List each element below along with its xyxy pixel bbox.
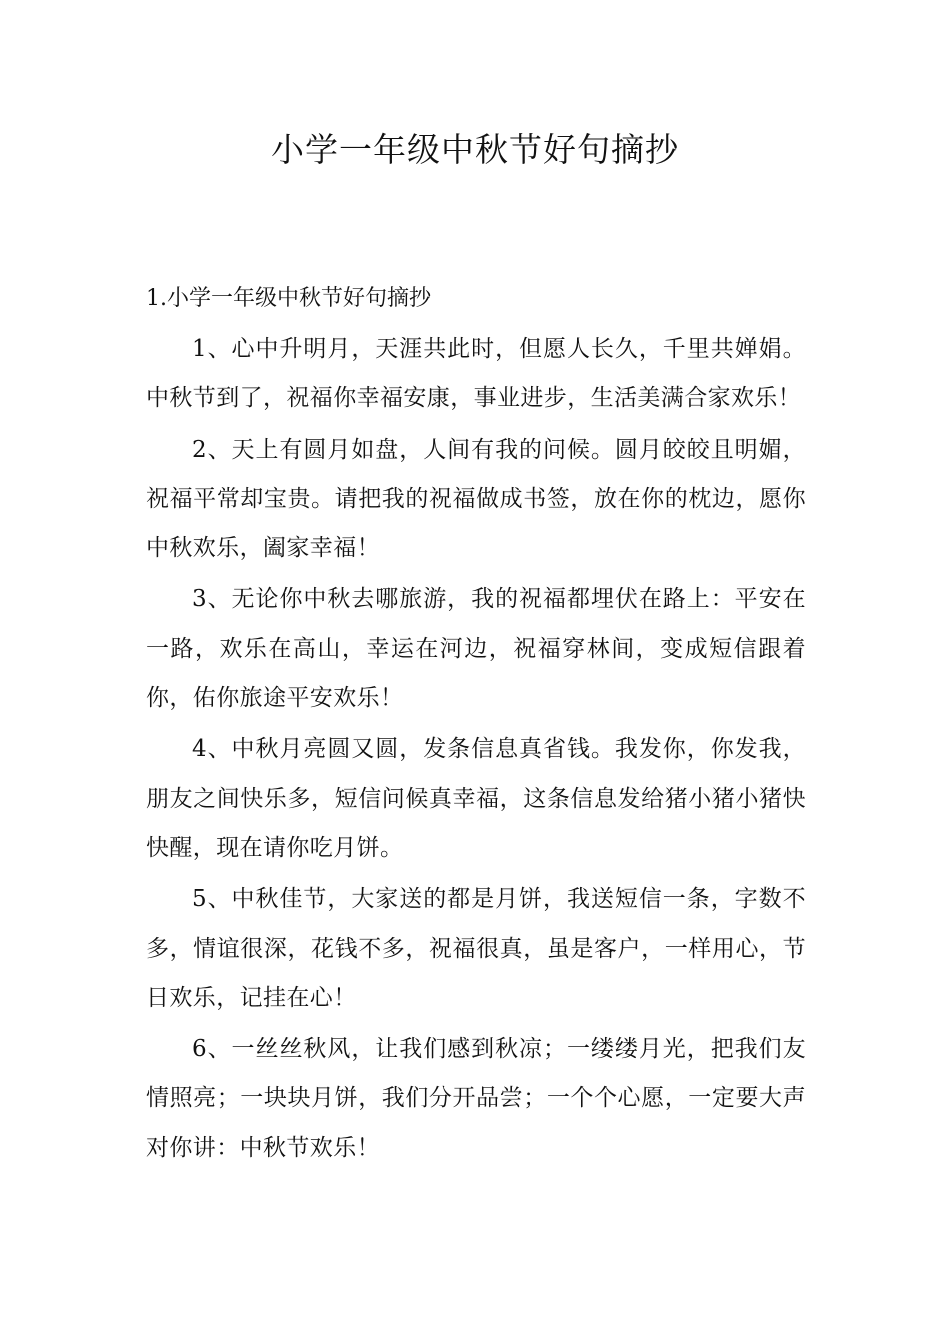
document-title: 小学一年级中秋节好句摘抄 (271, 130, 679, 169)
paragraph-1: 1、心中升明月，天涯共此时，但愿人长久，千里共婵娟。中秋节到了，祝福你幸福安康，事业进步，生活美满合家欢乐！ (146, 336, 806, 412)
document-body (146, 279, 806, 1175)
paragraph-5: 5、中秋佳节，大家送的都是月饼，我送短信一条，字数不多，情谊很深，花钱不多，祝福很真，虽是客户，一样用心，节日欢乐，记挂在心！ (146, 886, 806, 1011)
paragraph-6: 6、一丝丝秋风，让我们感到秋凉；一缕缕月光，把我们友情照亮；一块块月饼，我们分开品尝；一个个心愿，一定要大声对你讲：中秋节欢乐！ (146, 1036, 806, 1161)
section-heading: 1.小学一年级中秋节好句摘抄 (146, 286, 431, 311)
paragraph-4: 4、中秋月亮圆又圆，发条信息真省钱。我发你，你发我，朋友之间快乐多，短信问候真幸福，这条信息发给猪小猪小猪快快醒，现在请你吃月饼。 (146, 736, 806, 861)
paragraph-3: 3、无论你中秋去哪旅游，我的祝福都埋伏在路上：平安在一路，欢乐在高山，幸运在河边，祝福穿林间，变成短信跟着你，佑你旅途平安欢乐！ (146, 586, 806, 712)
paragraph-2: 2、天上有圆月如盘，人间有我的问候。圆月皎皎且明媚，祝福平常却宝贵。请把我的祝福做成书签，放在你的枕边，愿你中秋欢乐，阖家幸福！ (146, 436, 806, 562)
